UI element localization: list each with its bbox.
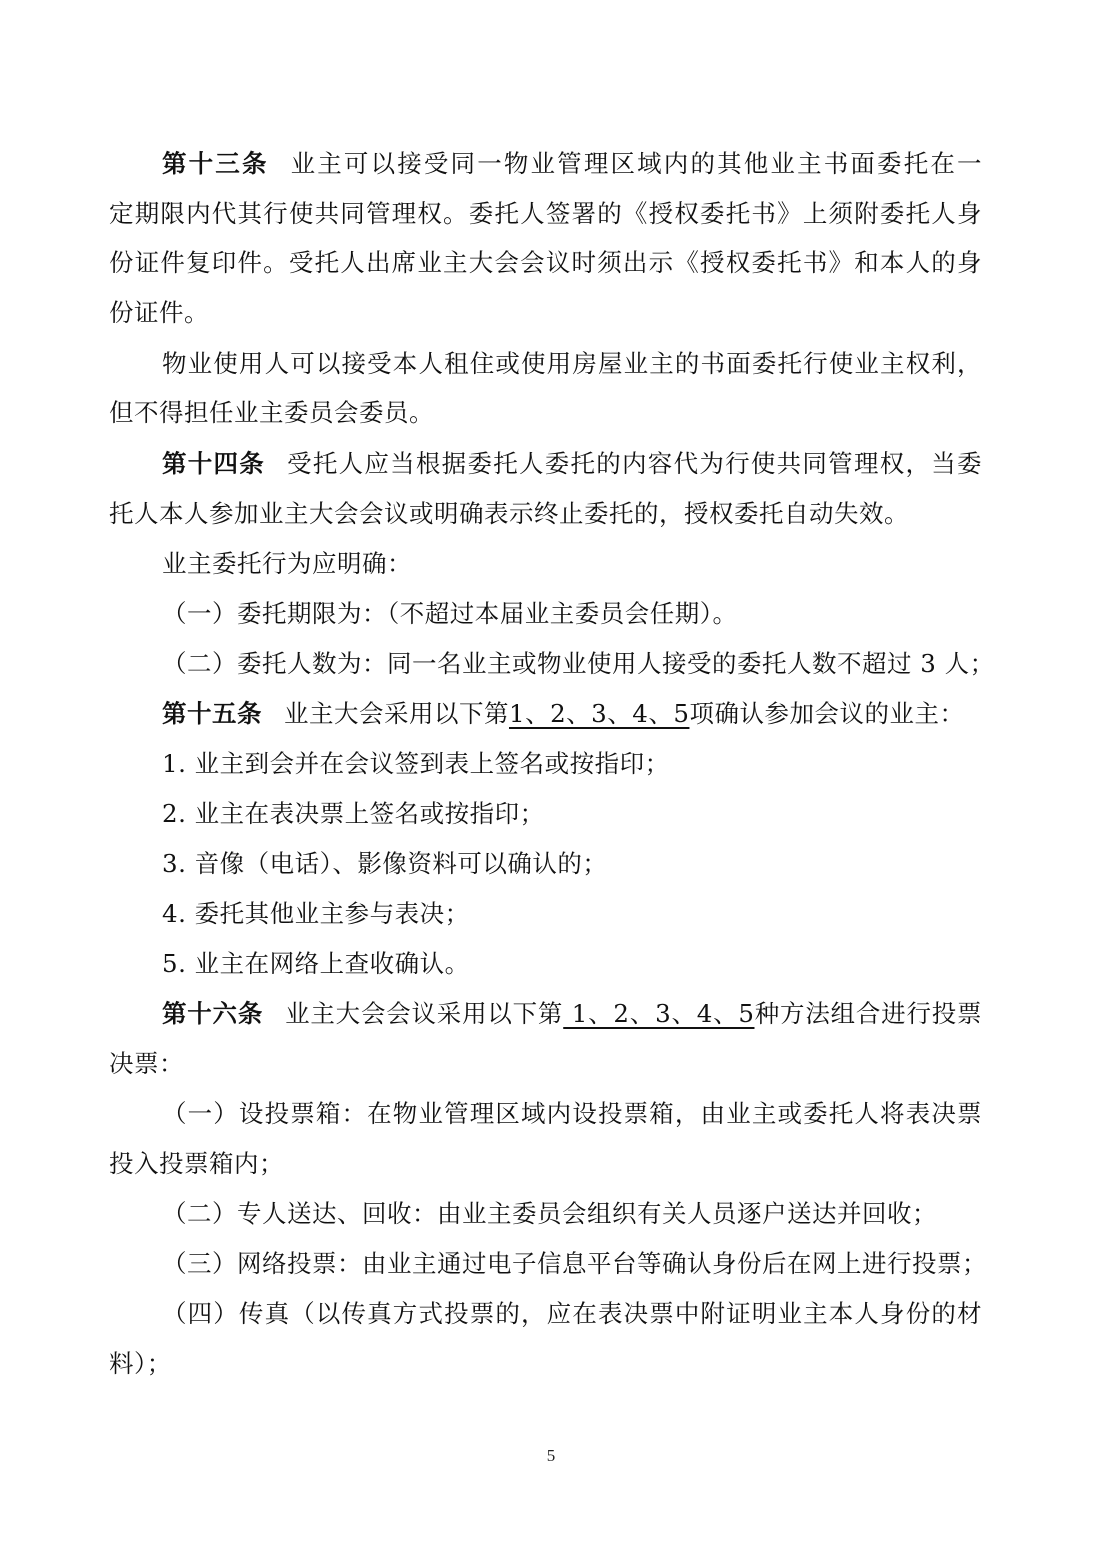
article-16-post: 种方法组合进行投票 — [754, 999, 983, 1028]
article-14-line-2: 托人本人参加业主大会会议或明确表示终止委托的，授权委托自动失效。 — [109, 499, 909, 528]
entrust-heading: 业主委托行为应明确： — [162, 549, 412, 578]
article-13-text-1: 业主可以接受同一物业管理区域内的其他业主书面委托在一 — [290, 149, 983, 178]
article-15-pre: 业主大会采用以下第 — [284, 699, 509, 728]
article-16-method-4b: 料）； — [109, 1349, 172, 1378]
article-16-method-4a: （四）传真（以传真方式投票的，应在表决票中附证明业主本人身份的材 — [162, 1299, 982, 1328]
article-15-post: 项确认参加会议的业主： — [689, 699, 965, 728]
user-paragraph-line-2: 但不得担任业主委员会委员。 — [109, 398, 434, 427]
article-13-line-4: 份证件。 — [109, 298, 209, 327]
article-13-line-3: 份证件复印件。受托人出席业主大会会议时须出示《授权委托书》和本人的身 — [109, 248, 982, 277]
article-16-method-1a: （一）设投票箱：在物业管理区域内设投票箱，由业主或委托人将表决票 — [162, 1099, 982, 1128]
article-14-label: 第十四条 — [162, 449, 266, 478]
article-13-line-1 — [0, 144, 982, 184]
article-16-pre: 业主大会会议采用以下第 — [285, 999, 564, 1028]
article-15-line-1 — [0, 694, 1102, 734]
article-16-line-1 — [0, 994, 982, 1034]
article-16-label: 第十六条 — [162, 999, 264, 1028]
article-16-line-2: 决票： — [109, 1049, 184, 1078]
page-number: 5 — [546, 1446, 556, 1465]
entrust-count: （二）委托人数为：同一名业主或物业使用人接受的委托人数不超过 3 人； — [162, 649, 995, 678]
article-14-text-1: 受托人应当根据委托人委托的内容代为行使共同管理权，当委 — [287, 449, 983, 478]
article-16-fill: 1、2、3、4、5 — [563, 999, 755, 1028]
article-15-item-3: 3. 音像（电话）、影像资料可以确认的； — [162, 849, 608, 878]
article-15-fill: 1、2、3、4、5 — [509, 699, 690, 728]
article-15-item-5: 5. 业主在网络上查收确认。 — [162, 949, 470, 978]
article-13-line-2: 定期限内代其行使共同管理权。委托人签署的《授权委托书》上须附委托人身 — [109, 199, 982, 228]
article-15-item-1: 1. 业主到会并在会议签到表上签名或按指印； — [162, 749, 670, 778]
article-15-item-2: 2. 业主在表决票上签名或按指印； — [162, 799, 545, 828]
article-16-method-2: （二）专人送达、回收：由业主委员会组织有关人员逐户送达并回收； — [162, 1199, 937, 1228]
article-13-label: 第十三条 — [162, 149, 269, 178]
article-15-item-4: 4. 委托其他业主参与表决； — [162, 899, 470, 928]
article-16-method-1b: 投入投票箱内； — [109, 1149, 284, 1178]
article-14-line-1 — [0, 444, 982, 484]
entrust-term: （一）委托期限为：（不超过本届业主委员会任期）。 — [162, 599, 738, 628]
article-16-method-3: （三）网络投票：由业主通过电子信息平台等确认身份后在网上进行投票； — [162, 1249, 987, 1278]
article-15-label: 第十五条 — [162, 699, 262, 728]
user-paragraph-line-1: 物业使用人可以接受本人租住或使用房屋业主的书面委托行使业主权利， — [162, 349, 982, 378]
